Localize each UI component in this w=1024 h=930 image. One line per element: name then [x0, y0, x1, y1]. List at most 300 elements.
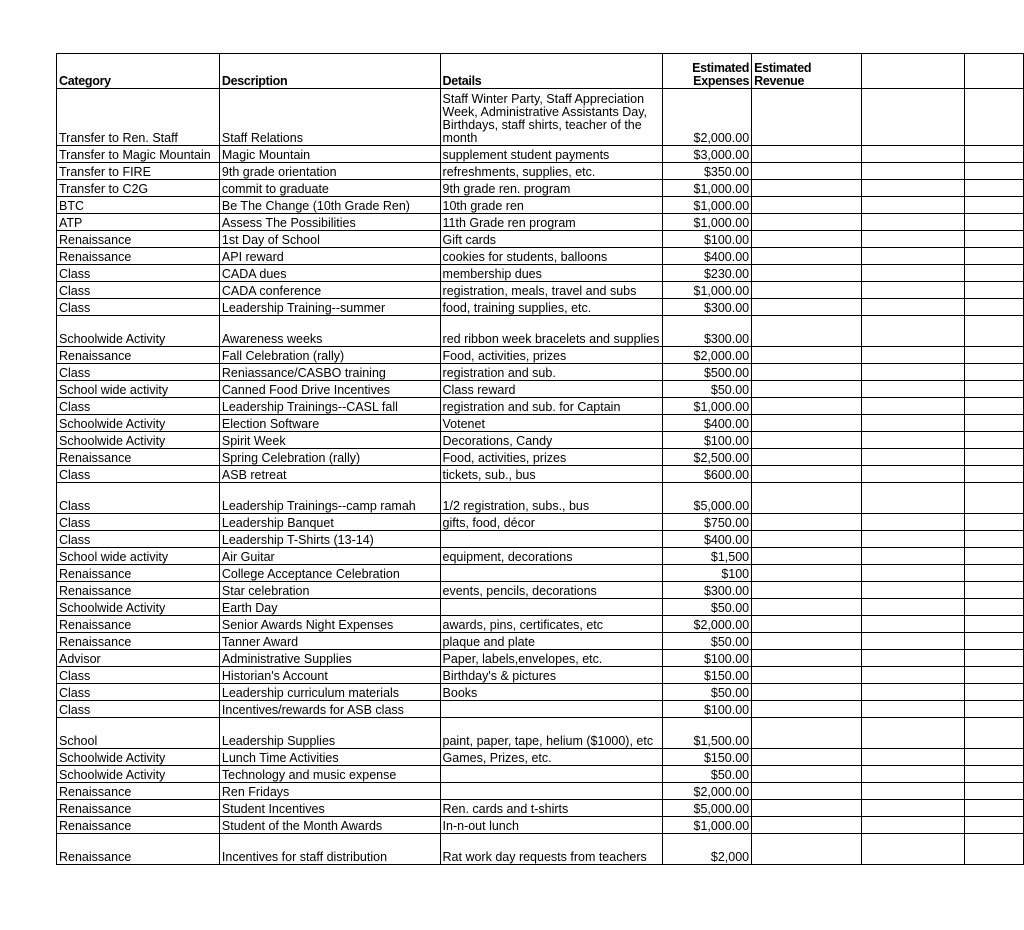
cell-details: membership dues — [440, 265, 662, 282]
cell-estimated-revenue — [752, 718, 862, 749]
cell-empty — [862, 163, 964, 180]
cell-description: Spirit Week — [219, 432, 440, 449]
cell-estimated-revenue — [752, 347, 862, 364]
cell-empty — [862, 650, 964, 667]
cell-empty — [862, 749, 964, 766]
cell-empty — [862, 684, 964, 701]
cell-details: registration and sub. for Captain — [440, 398, 662, 415]
table-row — [57, 146, 1024, 163]
cell-details: Staff Winter Party, Staff Appreciation Week, Administrative Assistants Day, Birthdays, staff shirts, teacher of the month — [440, 89, 662, 146]
table-row — [57, 180, 1024, 197]
cell-empty — [964, 483, 1023, 514]
cell-estimated-expense: $50.00 — [662, 381, 752, 398]
table-row — [57, 718, 1024, 749]
table-row — [57, 197, 1024, 214]
cell-empty — [964, 783, 1023, 800]
cell-details: plaque and plate — [440, 633, 662, 650]
cell-estimated-revenue — [752, 432, 862, 449]
cell-estimated-expense: $230.00 — [662, 265, 752, 282]
cell-empty — [964, 749, 1023, 766]
cell-description: Reniassance/CASBO training — [219, 364, 440, 381]
cell-estimated-revenue — [752, 282, 862, 299]
cell-empty — [964, 817, 1023, 834]
cell-description: Leadership Supplies — [219, 718, 440, 749]
cell-estimated-expense: $1,000.00 — [662, 197, 752, 214]
cell-estimated-revenue — [752, 548, 862, 565]
cell-empty — [862, 565, 964, 582]
cell-description: Leadership Banquet — [219, 514, 440, 531]
cell-empty — [964, 531, 1023, 548]
cell-category: Schoolwide Activity — [57, 749, 220, 766]
cell-empty — [964, 364, 1023, 381]
cell-empty — [964, 616, 1023, 633]
cell-details: equipment, decorations — [440, 548, 662, 565]
cell-details: 10th grade ren — [440, 197, 662, 214]
cell-empty — [964, 718, 1023, 749]
cell-estimated-revenue — [752, 364, 862, 381]
cell-estimated-expense: $150.00 — [662, 749, 752, 766]
cell-empty — [964, 282, 1023, 299]
cell-empty — [964, 248, 1023, 265]
cell-description: Election Software — [219, 415, 440, 432]
cell-empty — [862, 146, 964, 163]
cell-estimated-expense: $750.00 — [662, 514, 752, 531]
cell-estimated-revenue — [752, 415, 862, 432]
cell-category: Transfer to Magic Mountain — [57, 146, 220, 163]
header-estimated-revenue: Estimated Revenue — [752, 54, 862, 89]
cell-empty — [964, 163, 1023, 180]
cell-empty — [964, 633, 1023, 650]
cell-description: Leadership Trainings--camp ramah — [219, 483, 440, 514]
cell-description: Star celebration — [219, 582, 440, 599]
cell-category: Renaissance — [57, 616, 220, 633]
cell-category: Class — [57, 466, 220, 483]
cell-empty — [862, 299, 964, 316]
cell-empty — [964, 398, 1023, 415]
cell-empty — [862, 466, 964, 483]
cell-description: ASB retreat — [219, 466, 440, 483]
cell-estimated-revenue — [752, 599, 862, 616]
cell-estimated-expense: $400.00 — [662, 248, 752, 265]
cell-estimated-revenue — [752, 616, 862, 633]
cell-details: Games, Prizes, etc. — [440, 749, 662, 766]
table-row — [57, 531, 1024, 548]
cell-description: Canned Food Drive Incentives — [219, 381, 440, 398]
cell-empty — [964, 667, 1023, 684]
table-row — [57, 650, 1024, 667]
cell-estimated-revenue — [752, 381, 862, 398]
table-row — [57, 483, 1024, 514]
cell-details: food, training supplies, etc. — [440, 299, 662, 316]
cell-category: Schoolwide Activity — [57, 432, 220, 449]
cell-category: Class — [57, 282, 220, 299]
cell-empty — [862, 766, 964, 783]
cell-category: Renaissance — [57, 347, 220, 364]
cell-details: Decorations, Candy — [440, 432, 662, 449]
cell-empty — [964, 89, 1023, 146]
cell-description: Magic Mountain — [219, 146, 440, 163]
cell-empty — [862, 449, 964, 466]
table-row — [57, 449, 1024, 466]
cell-description: Historian's Account — [219, 667, 440, 684]
cell-estimated-revenue — [752, 180, 862, 197]
cell-empty — [862, 531, 964, 548]
table-row — [57, 834, 1024, 865]
cell-estimated-revenue — [752, 684, 862, 701]
header-row — [57, 54, 1024, 89]
table-row — [57, 817, 1024, 834]
cell-estimated-revenue — [752, 248, 862, 265]
cell-empty — [964, 214, 1023, 231]
cell-estimated-expense: $300.00 — [662, 582, 752, 599]
cell-estimated-expense: $1,500.00 — [662, 718, 752, 749]
cell-details: refreshments, supplies, etc. — [440, 163, 662, 180]
cell-estimated-revenue — [752, 89, 862, 146]
cell-estimated-revenue — [752, 316, 862, 347]
table-row — [57, 466, 1024, 483]
cell-category: Renaissance — [57, 231, 220, 248]
cell-category: Renaissance — [57, 449, 220, 466]
cell-details: Paper, labels,envelopes, etc. — [440, 650, 662, 667]
cell-category: Class — [57, 684, 220, 701]
cell-category: Class — [57, 299, 220, 316]
cell-estimated-expense: $50.00 — [662, 766, 752, 783]
table-row — [57, 163, 1024, 180]
cell-estimated-expense: $1,000.00 — [662, 398, 752, 415]
cell-empty — [964, 265, 1023, 282]
cell-details: In-n-out lunch — [440, 817, 662, 834]
table-row — [57, 514, 1024, 531]
cell-details: Food, activities, prizes — [440, 449, 662, 466]
cell-estimated-expense: $2,500.00 — [662, 449, 752, 466]
cell-empty — [964, 449, 1023, 466]
cell-empty — [964, 834, 1023, 865]
cell-category: Transfer to Ren. Staff — [57, 89, 220, 146]
cell-estimated-expense: $300.00 — [662, 299, 752, 316]
cell-empty — [862, 316, 964, 347]
cell-empty — [964, 231, 1023, 248]
cell-empty — [964, 650, 1023, 667]
cell-estimated-expense: $1,500 — [662, 548, 752, 565]
cell-details — [440, 701, 662, 718]
cell-description: Assess The Possibilities — [219, 214, 440, 231]
cell-description: Tanner Award — [219, 633, 440, 650]
cell-description: Leadership curriculum materials — [219, 684, 440, 701]
table-row — [57, 231, 1024, 248]
cell-estimated-revenue — [752, 231, 862, 248]
cell-empty — [964, 146, 1023, 163]
cell-empty — [862, 415, 964, 432]
cell-estimated-revenue — [752, 766, 862, 783]
cell-description: Incentives for staff distribution — [219, 834, 440, 865]
cell-description: Administrative Supplies — [219, 650, 440, 667]
cell-estimated-revenue — [752, 650, 862, 667]
cell-category: BTC — [57, 197, 220, 214]
cell-empty — [964, 684, 1023, 701]
cell-details: awards, pins, certificates, etc — [440, 616, 662, 633]
cell-estimated-revenue — [752, 265, 862, 282]
cell-details: events, pencils, decorations — [440, 582, 662, 599]
cell-category: Schoolwide Activity — [57, 599, 220, 616]
cell-details: registration and sub. — [440, 364, 662, 381]
cell-estimated-expense: $400.00 — [662, 531, 752, 548]
cell-description: CADA dues — [219, 265, 440, 282]
cell-description: Incentives/rewards for ASB class — [219, 701, 440, 718]
cell-empty — [964, 415, 1023, 432]
cell-details: Class reward — [440, 381, 662, 398]
cell-estimated-revenue — [752, 633, 862, 650]
header-details: Details — [440, 54, 662, 89]
cell-estimated-expense: $50.00 — [662, 633, 752, 650]
cell-description: CADA conference — [219, 282, 440, 299]
cell-details — [440, 766, 662, 783]
cell-empty — [964, 766, 1023, 783]
cell-empty — [964, 197, 1023, 214]
cell-empty — [964, 299, 1023, 316]
cell-details — [440, 565, 662, 582]
cell-details: paint, paper, tape, helium ($1000), etc — [440, 718, 662, 749]
cell-details: Votenet — [440, 415, 662, 432]
table-row — [57, 766, 1024, 783]
cell-estimated-expense: $5,000.00 — [662, 483, 752, 514]
cell-details: Birthday's & pictures — [440, 667, 662, 684]
cell-estimated-revenue — [752, 531, 862, 548]
cell-estimated-revenue — [752, 800, 862, 817]
table-row — [57, 548, 1024, 565]
cell-estimated-expense: $150.00 — [662, 667, 752, 684]
cell-empty — [862, 718, 964, 749]
cell-estimated-expense: $1,000.00 — [662, 214, 752, 231]
cell-estimated-revenue — [752, 817, 862, 834]
table-row — [57, 701, 1024, 718]
table-row — [57, 214, 1024, 231]
cell-details: 9th grade ren. program — [440, 180, 662, 197]
cell-empty — [862, 197, 964, 214]
cell-estimated-revenue — [752, 163, 862, 180]
cell-estimated-revenue — [752, 449, 862, 466]
cell-details: Gift cards — [440, 231, 662, 248]
cell-estimated-revenue — [752, 565, 862, 582]
cell-description: 9th grade orientation — [219, 163, 440, 180]
cell-estimated-revenue — [752, 834, 862, 865]
cell-estimated-expense: $1,000.00 — [662, 180, 752, 197]
cell-category: Class — [57, 531, 220, 548]
cell-estimated-expense: $600.00 — [662, 466, 752, 483]
cell-empty — [862, 514, 964, 531]
cell-empty — [964, 599, 1023, 616]
cell-empty — [862, 180, 964, 197]
cell-estimated-revenue — [752, 197, 862, 214]
cell-empty — [862, 783, 964, 800]
cell-details — [440, 599, 662, 616]
table-row — [57, 565, 1024, 582]
cell-category: Schoolwide Activity — [57, 766, 220, 783]
cell-estimated-expense: $500.00 — [662, 364, 752, 381]
cell-category: Renaissance — [57, 783, 220, 800]
cell-empty — [862, 701, 964, 718]
cell-category: Renaissance — [57, 800, 220, 817]
cell-description: Ren Fridays — [219, 783, 440, 800]
cell-description: College Acceptance Celebration — [219, 565, 440, 582]
cell-empty — [964, 565, 1023, 582]
table-row — [57, 783, 1024, 800]
cell-category: Class — [57, 265, 220, 282]
cell-details: supplement student payments — [440, 146, 662, 163]
table-row — [57, 633, 1024, 650]
table-row — [57, 364, 1024, 381]
table-row — [57, 432, 1024, 449]
table-row — [57, 684, 1024, 701]
cell-category: ATP — [57, 214, 220, 231]
table-row — [57, 381, 1024, 398]
cell-description: Air Guitar — [219, 548, 440, 565]
cell-category: School wide activity — [57, 381, 220, 398]
cell-category: Renaissance — [57, 248, 220, 265]
cell-category: Renaissance — [57, 834, 220, 865]
cell-estimated-revenue — [752, 214, 862, 231]
cell-estimated-expense: $50.00 — [662, 684, 752, 701]
cell-details — [440, 783, 662, 800]
table-row — [57, 667, 1024, 684]
cell-category: Renaissance — [57, 633, 220, 650]
cell-estimated-expense: $2,000.00 — [662, 783, 752, 800]
cell-description: API reward — [219, 248, 440, 265]
cell-details: registration, meals, travel and subs — [440, 282, 662, 299]
cell-estimated-expense: $1,000.00 — [662, 282, 752, 299]
cell-estimated-revenue — [752, 398, 862, 415]
cell-category: Transfer to FIRE — [57, 163, 220, 180]
table-row — [57, 248, 1024, 265]
cell-empty — [964, 548, 1023, 565]
cell-estimated-expense: $350.00 — [662, 163, 752, 180]
table-row — [57, 749, 1024, 766]
cell-estimated-revenue — [752, 514, 862, 531]
table-row — [57, 616, 1024, 633]
cell-description: Be The Change (10th Grade Ren) — [219, 197, 440, 214]
cell-description: Lunch Time Activities — [219, 749, 440, 766]
cell-empty — [964, 347, 1023, 364]
cell-category: Transfer to C2G — [57, 180, 220, 197]
cell-estimated-revenue — [752, 483, 862, 514]
cell-details — [440, 531, 662, 548]
cell-details: gifts, food, décor — [440, 514, 662, 531]
cell-estimated-expense: $100.00 — [662, 432, 752, 449]
cell-description: 1st Day of School — [219, 231, 440, 248]
cell-empty — [964, 800, 1023, 817]
cell-description: Awareness weeks — [219, 316, 440, 347]
cell-empty — [964, 316, 1023, 347]
cell-empty — [862, 89, 964, 146]
cell-estimated-expense: $100.00 — [662, 231, 752, 248]
cell-category: Renaissance — [57, 565, 220, 582]
cell-estimated-revenue — [752, 146, 862, 163]
cell-estimated-revenue — [752, 701, 862, 718]
cell-details: Food, activities, prizes — [440, 347, 662, 364]
cell-details: cookies for students, balloons — [440, 248, 662, 265]
cell-description: commit to graduate — [219, 180, 440, 197]
cell-category: School wide activity — [57, 548, 220, 565]
cell-empty — [964, 432, 1023, 449]
cell-details: 11th Grade ren program — [440, 214, 662, 231]
cell-estimated-expense: $100 — [662, 565, 752, 582]
cell-category: Schoolwide Activity — [57, 415, 220, 432]
cell-description: Leadership Training--summer — [219, 299, 440, 316]
cell-estimated-revenue — [752, 466, 862, 483]
cell-estimated-expense: $1,000.00 — [662, 817, 752, 834]
cell-description: Student of the Month Awards — [219, 817, 440, 834]
cell-description: Student Incentives — [219, 800, 440, 817]
cell-empty — [862, 817, 964, 834]
cell-category: Advisor — [57, 650, 220, 667]
table-row — [57, 599, 1024, 616]
table-row — [57, 582, 1024, 599]
header-category: Category — [57, 54, 220, 89]
cell-empty — [862, 265, 964, 282]
table-row — [57, 316, 1024, 347]
cell-category: Class — [57, 514, 220, 531]
cell-empty — [964, 514, 1023, 531]
cell-empty — [862, 633, 964, 650]
cell-empty — [862, 483, 964, 514]
cell-description: Earth Day — [219, 599, 440, 616]
cell-category: Class — [57, 667, 220, 684]
cell-empty — [862, 599, 964, 616]
cell-empty — [862, 282, 964, 299]
cell-estimated-revenue — [752, 582, 862, 599]
cell-estimated-expense: $2,000.00 — [662, 89, 752, 146]
cell-category: Class — [57, 364, 220, 381]
cell-empty — [862, 834, 964, 865]
cell-description: Fall Celebration (rally) — [219, 347, 440, 364]
cell-estimated-expense: $100.00 — [662, 650, 752, 667]
cell-estimated-expense: $5,000.00 — [662, 800, 752, 817]
cell-estimated-expense: $2,000.00 — [662, 347, 752, 364]
cell-empty — [862, 667, 964, 684]
cell-empty — [964, 466, 1023, 483]
table-row — [57, 415, 1024, 432]
cell-estimated-expense: $2,000.00 — [662, 616, 752, 633]
cell-empty — [862, 398, 964, 415]
cell-empty — [862, 231, 964, 248]
cell-empty — [862, 214, 964, 231]
cell-description: Leadership Trainings--CASL fall — [219, 398, 440, 415]
table-row — [57, 398, 1024, 415]
cell-empty — [862, 432, 964, 449]
cell-description: Spring Celebration (rally) — [219, 449, 440, 466]
table-row — [57, 89, 1024, 146]
cell-estimated-revenue — [752, 667, 862, 684]
cell-details: 1/2 registration, subs., bus — [440, 483, 662, 514]
table-row — [57, 800, 1024, 817]
cell-details: red ribbon week bracelets and supplies — [440, 316, 662, 347]
cell-estimated-expense: $400.00 — [662, 415, 752, 432]
cell-details: Rat work day requests from teachers — [440, 834, 662, 865]
cell-empty — [862, 248, 964, 265]
cell-empty — [862, 582, 964, 599]
cell-category: Renaissance — [57, 582, 220, 599]
table-row — [57, 347, 1024, 364]
cell-category: Class — [57, 398, 220, 415]
cell-category: Class — [57, 483, 220, 514]
cell-empty — [862, 381, 964, 398]
cell-estimated-expense: $50.00 — [662, 599, 752, 616]
cell-estimated-revenue — [752, 749, 862, 766]
cell-description: Technology and music expense — [219, 766, 440, 783]
header-empty-1 — [862, 54, 964, 89]
cell-empty — [862, 548, 964, 565]
table-row — [57, 299, 1024, 316]
budget-spreadsheet — [56, 53, 1024, 865]
